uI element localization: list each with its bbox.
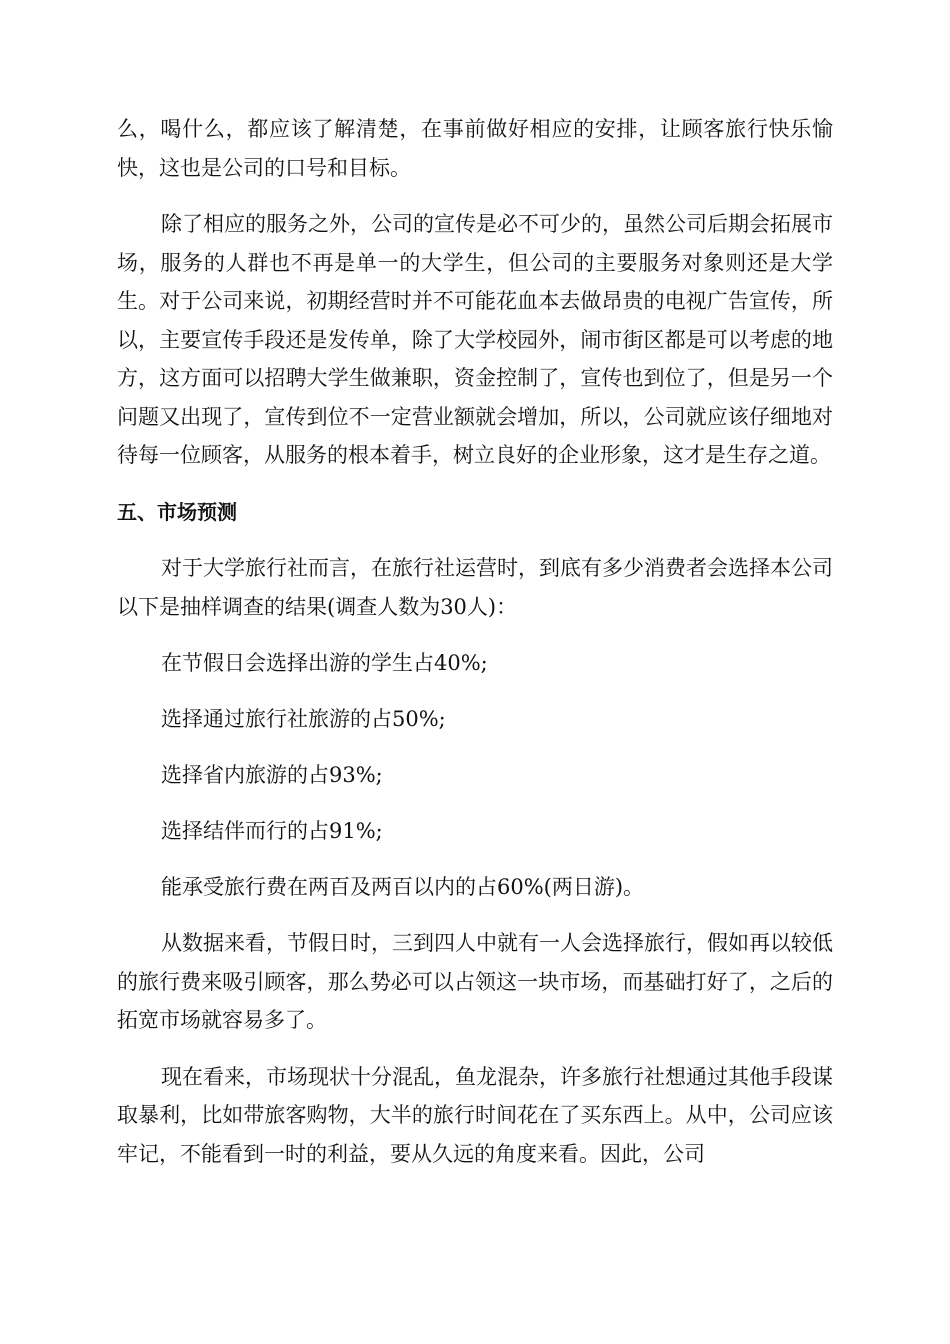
continuation-paragraph: 么，喝什么，都应该了解清楚，在事前做好相应的安排，让顾客旅行快乐愉快，这也是公司的口号和目标。 bbox=[117, 117, 833, 180]
survey-result-item: 能承受旅行费在两百及两百以内的占60%(两日游)。 bbox=[161, 875, 645, 899]
survey-intro-paragraph: 对于大学旅行社而言，在旅行社运营时，到底有多少消费者会选择本公司以下是抽样调查的结果(调查人数为30人)： bbox=[117, 556, 833, 619]
survey-result-item: 选择省内旅游的占93%; bbox=[161, 763, 383, 787]
section-heading-market-forecast: 五、市场预测 bbox=[117, 499, 237, 524]
survey-result-item: 选择通过旅行社旅游的占50%; bbox=[161, 707, 446, 731]
survey-result-item: 在节假日会选择出游的学生占40%; bbox=[161, 651, 488, 675]
document-body bbox=[117, 110, 833, 1191]
survey-result-item: 选择结伴而行的占91%; bbox=[161, 819, 383, 843]
promotion-paragraph: 除了相应的服务之外，公司的宣传是必不可少的，虽然公司后期会拓展市场，服务的人群也不再是单一的大学生，但公司的主要服务对象则还是大学生。对于公司来说，初期经营时并不可能花血本去做昂贵的电视广告宣传，所以，主要宣传手段还是发传单，除了大学校园外，闹市街区都是可以考虑的地方，这方面可以招聘大学生做兼职，资金控制了，宣传也到位了，但是另一个问题又出现了，宣传到位不一定营业额就会增加，所以，公司就应该仔细地对待每一位顾客，从服务的根本着手，树立良好的企业形象，这才是生存之道。 bbox=[117, 212, 833, 467]
analysis-paragraph: 从数据来看，节假日时，三到四人中就有一人会选择旅行，假如再以较低的旅行费来吸引顾客，那么势必可以占领这一块市场，而基础打好了，之后的拓宽市场就容易多了。 bbox=[117, 931, 833, 1032]
market-status-paragraph: 现在看来，市场现状十分混乱，鱼龙混杂，许多旅行社想通过其他手段谋取暴利，比如带旅客购物，大半的旅行时间花在了买东西上。从中，公司应该牢记，不能看到一时的利益，要从久远的角度来看。因此，公司 bbox=[117, 1064, 833, 1166]
